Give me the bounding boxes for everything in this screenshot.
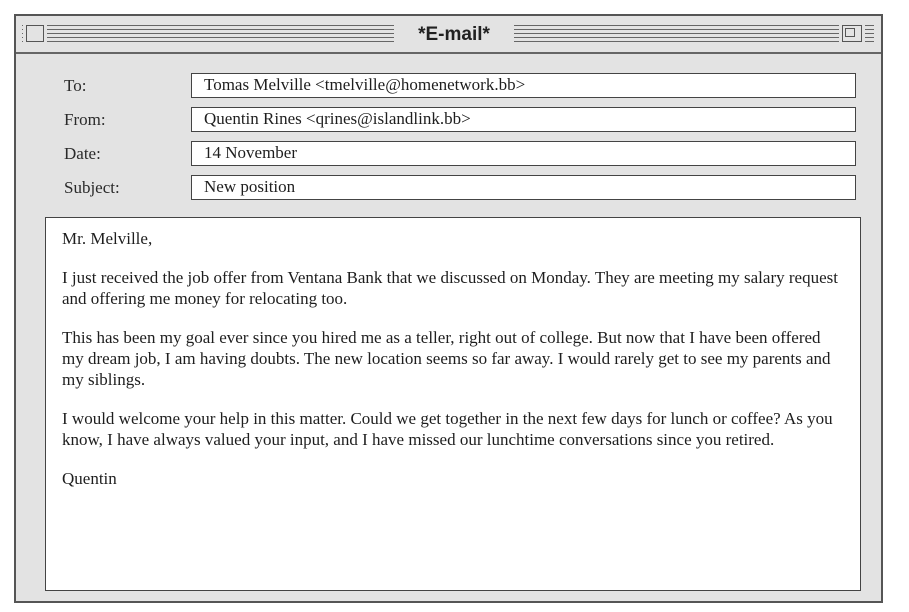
to-row — [16, 73, 881, 99]
to-label: To: — [64, 76, 87, 95]
message-body[interactable] — [45, 217, 861, 591]
zoom-box-icon[interactable] — [842, 25, 862, 42]
message-paragraph: This has been my goal ever since you hired me as a teller, right out of college. But now that I have been offered my dream job, I am having doubts. The new location seems so far away. I would rarely get to see my parents and my siblings. — [62, 328, 831, 389]
message-greeting: Mr. Melville, — [62, 229, 153, 248]
from-label: From: — [64, 110, 106, 129]
title-bar-stripes-right — [514, 25, 874, 44]
to-field[interactable]: Tomas Melville <tmelville@homenetwork.bb> — [191, 73, 856, 98]
date-field[interactable]: 14 November — [191, 141, 856, 166]
subject-label: Subject: — [64, 178, 120, 197]
email-window — [14, 14, 883, 603]
title-bar[interactable] — [16, 16, 881, 54]
from-row — [16, 107, 881, 133]
message-signature: Quentin — [62, 469, 117, 488]
close-box-icon[interactable] — [26, 25, 44, 42]
window-title: *E-mail* — [394, 21, 514, 49]
from-field[interactable]: Quentin Rines <qrines@islandlink.bb> — [191, 107, 856, 132]
subject-field[interactable]: New position — [191, 175, 856, 200]
message-paragraph: I would welcome your help in this matter. Could we get together in the next few days for lunch or coffee? As you know, I have always valued your input, and I have missed our lunchtime conversations since you retired. — [62, 409, 833, 449]
subject-row — [16, 175, 881, 201]
title-bar-stripes-left — [22, 25, 394, 44]
message-paragraph: I just received the job offer from Ventana Bank that we discussed on Monday. They are meeting my salary request and offering me money for relocating too. — [62, 268, 838, 308]
date-label: Date: — [64, 144, 101, 163]
date-row — [16, 141, 881, 167]
